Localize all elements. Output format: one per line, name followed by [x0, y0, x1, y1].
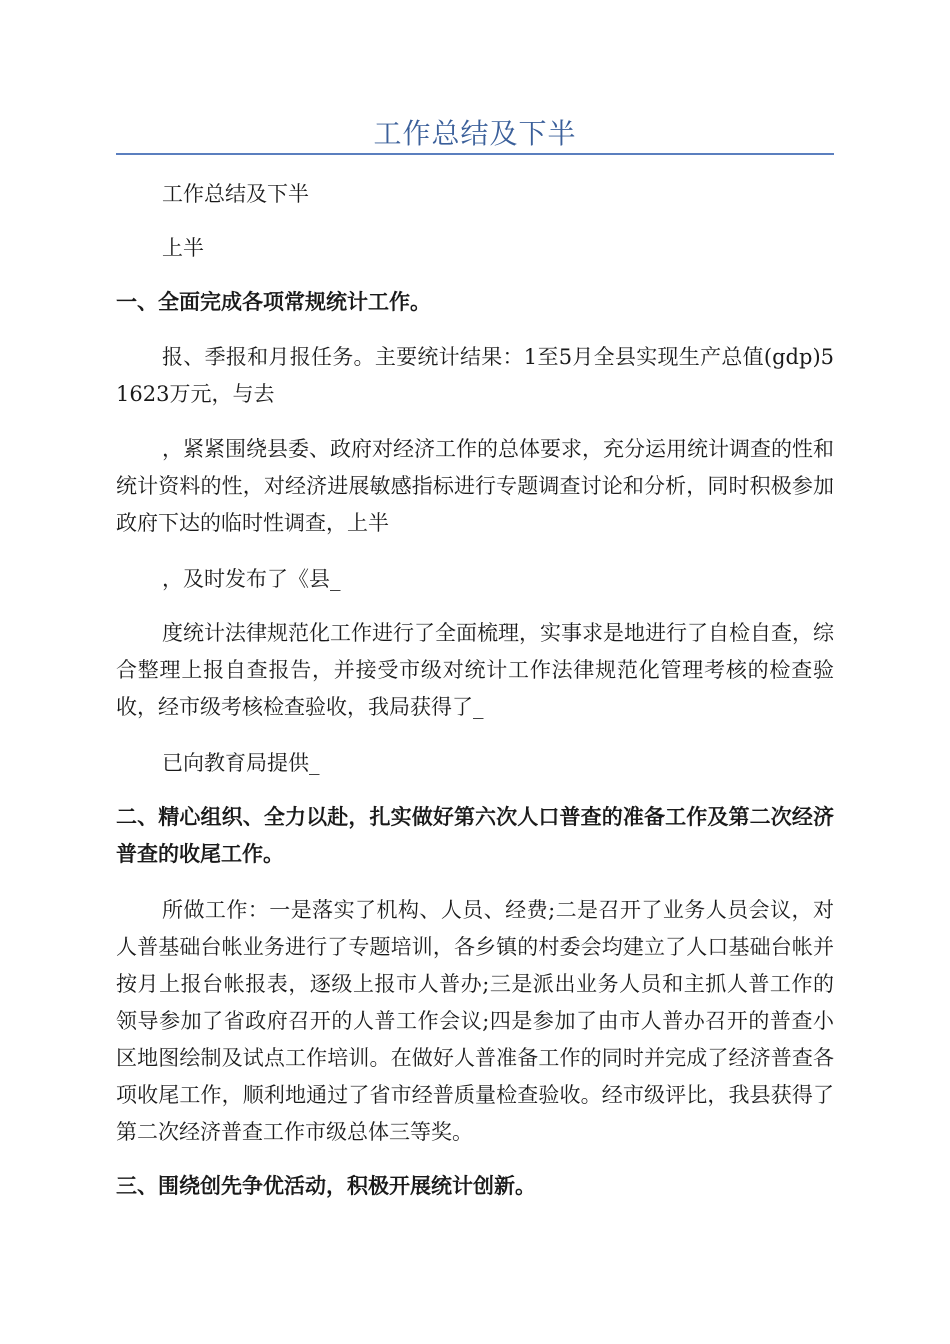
paragraph-surveys: ，紧紧围绕县委、政府对经济工作的总体要求，充分运用统计调查的性和统计资料的性，对经济进展敏感指标进行专题调查讨论和分析，同时积极参加政府下达的临时性调查，上半 [116, 437, 834, 535]
paragraph-education: 已向教育局提供_ [162, 751, 320, 775]
paragraph-census-work: 所做工作：一是落实了机构、人员、经费;二是召开了业务人员会议，对人普基础台帐业务进行了专题培训，各乡镇的村委会均建立了人口基础台帐并按月上报台帐报表，逐级上报市人普办;三是派出业务人员和主抓人普工作的领导参加了省政府召开的人普工作会议;四是参加了由市人普办召开的普查小区地图绘制及试点工作培训。在做好人普准备工作的同时并完成了经济普查各项收尾工作，顺利地通过了省市经普质量检查验收。经市级评比，我县获得了第二次经济普查工作市级总体三等奖。 [116, 898, 834, 1144]
paragraph-intro-title: 工作总结及下半 [162, 182, 309, 206]
paragraph-reports: 报、季报和月报任务。主要统计结果：1至5月全县实现生产总值(gdp)51623万元，与去 [116, 345, 834, 406]
document-title: 工作总结及下半 [373, 117, 577, 150]
section-heading-1: 一、全面完成各项常规统计工作。 [116, 290, 431, 314]
section-heading-3: 三、围绕创先争优活动，积极开展统计创新。 [116, 1174, 536, 1198]
paragraph-legal-review: 度统计法律规范化工作进行了全面梳理，实事求是地进行了自检自查，综合整理上报自查报告，并接受市级对统计工作法律规范化管理考核的检查验收，经市级考核检查验收，我局获得了_ [116, 621, 834, 719]
title-underline [116, 153, 834, 155]
section-heading-2: 二、精心组织、全力以赴，扎实做好第六次人口普查的准备工作及第二次经济普查的收尾工作。 [116, 805, 834, 866]
paragraph-publication: ，及时发布了《县_ [162, 567, 341, 591]
paragraph-first-half: 上半 [162, 236, 204, 260]
